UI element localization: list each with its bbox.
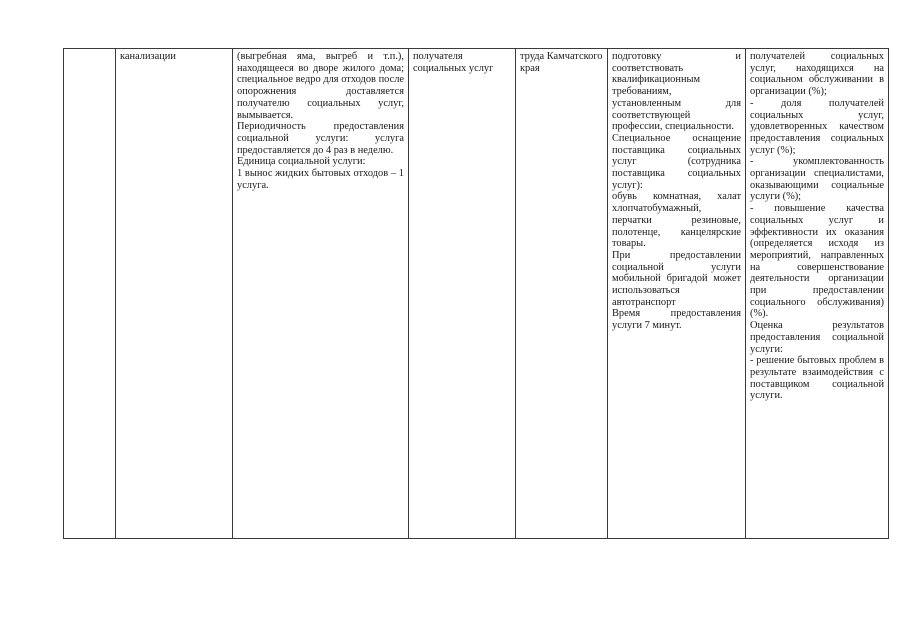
cell-quality-indicators xyxy=(746,49,889,539)
indicator-2: - доля получателей социальных услуг, удовлетворенных качеством предоставления социальных услуг (%); xyxy=(750,97,884,156)
table-row xyxy=(64,49,889,539)
description-text: (выгребная яма, выгреб и т.п.), находящееся во дворе жилого дома; специальное ведро для отходов после опорожнения доставляется получателю социальных услуг, вымывается. xyxy=(237,51,404,121)
unit-text: 1 вынос жидких бытовых отходов – 1 услуга. xyxy=(237,168,404,191)
cell-number xyxy=(64,49,116,539)
cell-norms: труда Камчатского края xyxy=(516,49,608,539)
equipment-list: обувь комнатная, халат хлопчатобумажный, перчатки резиновые, полотенце, канцелярские товары. xyxy=(612,191,741,250)
evaluation-text: - решение бытовых проблем в результате взаимодействия с поставщиком социальной услуги. xyxy=(750,355,884,402)
unit-heading: Единица социальной услуги: xyxy=(237,156,366,168)
equipment-heading: Специальное оснащение поставщика социальных услуг (сотрудника поставщика социальных услуг): xyxy=(612,132,741,191)
cell-service-description xyxy=(233,49,409,539)
cell-recipient: получателя социальных услуг xyxy=(409,49,516,539)
duration-text: Время предоставления услуги 7 минут. xyxy=(612,308,741,332)
services-table xyxy=(63,48,889,539)
indicator-1: получателей социальных услуг, находящихся на социальном обслуживании в организации (%); xyxy=(750,51,884,98)
cell-service-name: канализации xyxy=(116,49,233,539)
indicator-3: - укомплектованность организации специалистами, оказывающими социальные услуги (%); xyxy=(750,156,884,203)
evaluation-heading: Оценка результатов предоставления социальной услуги: xyxy=(750,320,884,355)
indicator-4: - повышение качества социальных услуг и эффективности их оказания (определяется исходя из мероприятий, направленных на совершенствование деятельности организации при предоставлении социального обслуживания) (%). xyxy=(750,203,884,320)
periodicity-text: Периодичность предоставления социальной услуги: услуга предоставляется до 4 раз в неделю. xyxy=(237,121,404,156)
cell-conditions xyxy=(608,49,746,539)
qualification-text: подготовку и соответствовать квалификационным требованиям, установленным для соответствующей профессии, специальности. xyxy=(612,51,741,133)
transport-text: При предоставлении социальной услуги мобильной бригадой может использоваться автотранспорт xyxy=(612,249,741,308)
